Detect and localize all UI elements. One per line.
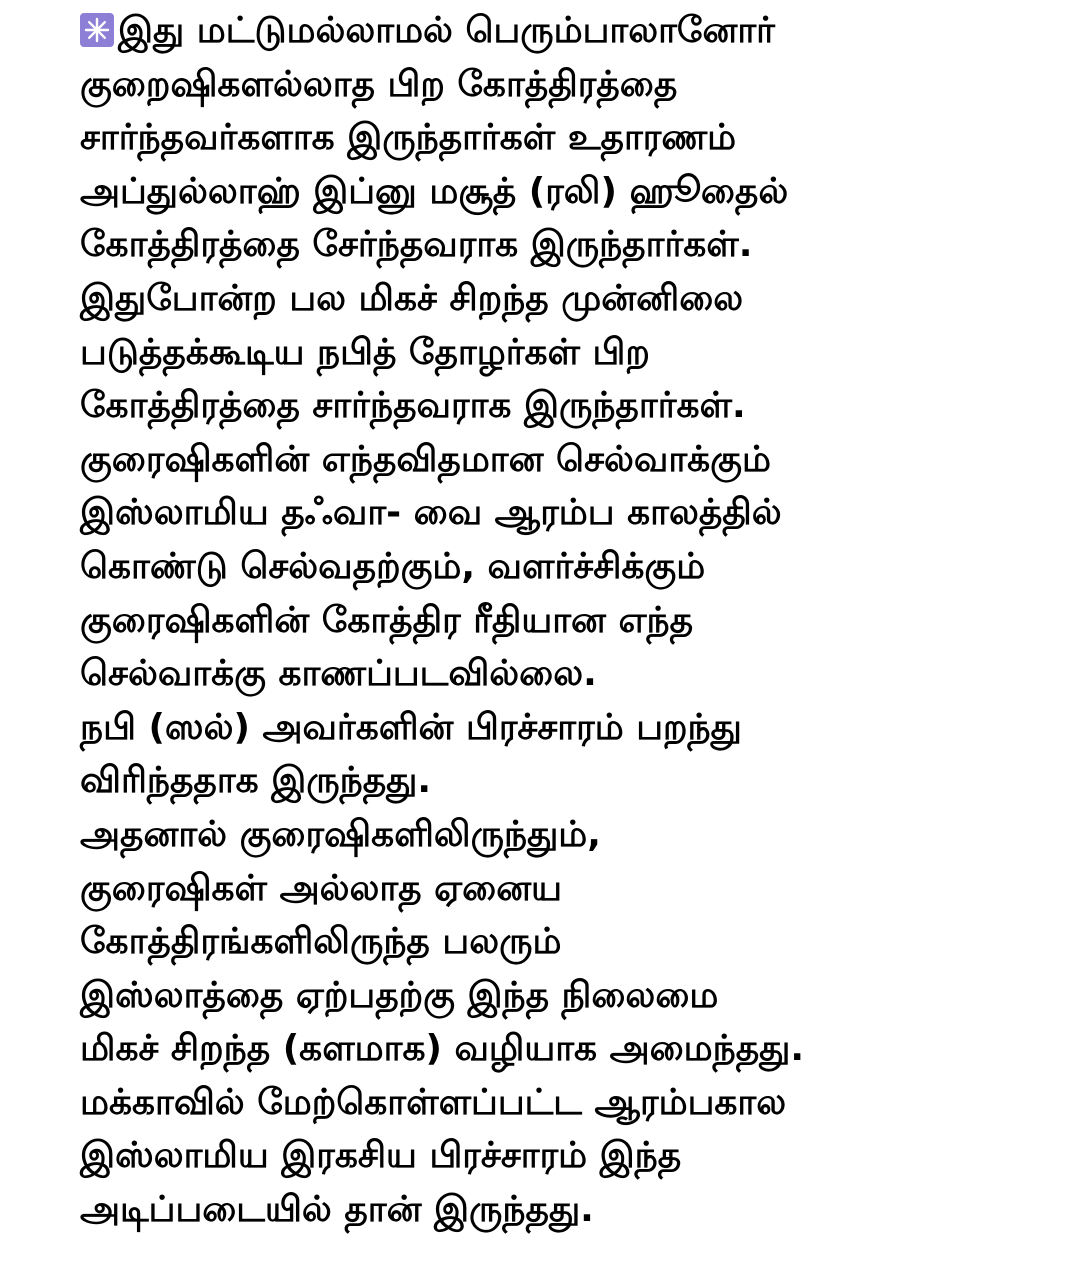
text-line-23: அடிப்படையில் தான் இருந்தது. [80,1189,594,1231]
text-line-20: மிகச் சிறந்த (களமாக) வழியாக அமைந்தது. [80,1028,805,1070]
text-line-19: இஸ்லாத்தை ஏற்பதற்கு இந்த நிலைமை [80,974,719,1016]
text-line-1 [80,4,1060,58]
article-text [80,4,1060,1237]
sparkle-icon [80,13,114,47]
text-line-10: இஸ்லாமிய தஃவா- வை ஆரம்ப காலத்தில் [80,492,782,534]
text-line-16: அதனால் குரைஷிகளிலிருந்தும், [80,813,601,855]
text-line-14: நபி (ஸல்) அவர்களின் பிரச்சாரம் பறந்து [80,706,742,748]
text-line-9: குரைஷிகளின் எந்தவிதமான செல்வாக்கும் [80,438,771,480]
text-line-17: குரைஷிகள் அல்லாத ஏனைய [80,867,562,909]
text-line-4: அப்துல்லாஹ் இப்னு மசூத் (ரலி) ஹூதைல் [80,170,789,212]
text-line-22: இஸ்லாமிய இரகசிய பிரச்சாரம் இந்த [80,1135,682,1177]
text-line-21: மக்காவில் மேற்கொள்ளப்பட்ட ஆரம்பகால [80,1081,787,1123]
text-line-12: குரைஷிகளின் கோத்திர ரீதியான எந்த [80,599,694,641]
text-line-13: செல்வாக்கு காணப்படவில்லை. [80,653,597,695]
text-line-11: கொண்டு செல்வதற்கும், வளர்ச்சிக்கும் [80,545,706,587]
text-line-5: கோத்திரத்தை சேர்ந்தவராக இருந்தார்கள். [80,224,753,266]
text-line-15: விரிந்ததாக இருந்தது. [80,760,432,802]
text-line-3: சார்ந்தவர்களாக இருந்தார்கள் உதாரணம் [80,117,737,159]
text-line-2: குறைஷிகளல்லாத பிற கோத்திரத்தை [80,63,678,105]
text-line-6: இதுபோன்ற பல மிகச் சிறந்த முன்னிலை [80,277,744,319]
text-line-8: கோத்திரத்தை சார்ந்தவராக இருந்தார்கள். [80,385,746,427]
text-line-1-content: இது மட்டுமல்லாமல் பெரும்பாலானோர் [118,10,775,51]
text-line-7: படுத்தக்கூடிய நபித் தோழர்கள் பிற [80,331,650,373]
text-line-18: கோத்திரங்களிலிருந்த பலரும் [80,921,562,963]
